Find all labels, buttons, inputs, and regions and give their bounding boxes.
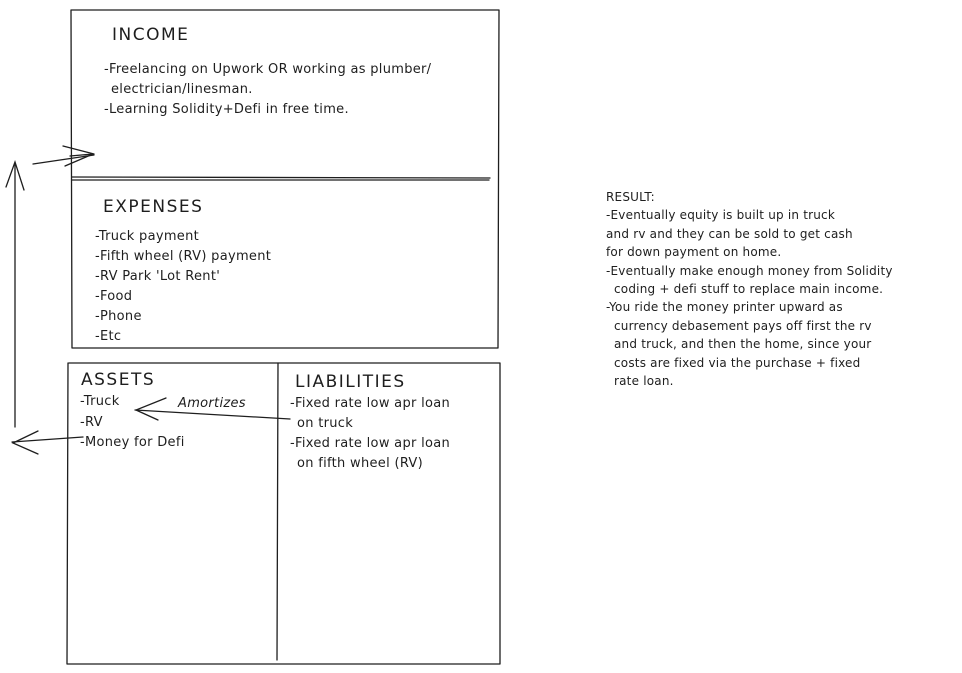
liabilities-line-2: on truck — [297, 416, 354, 431]
liabilities-line-4: on fifth wheel (RV) — [297, 456, 424, 471]
income-title: INCOME — [112, 25, 190, 45]
assets-item: -RV — [80, 414, 103, 430]
expenses-list — [95, 227, 271, 347]
income-expenses-divider — [72, 177, 490, 180]
result-line: -You ride the money printer upward as — [606, 300, 843, 315]
income-line-2: electrician/linesman. — [111, 82, 253, 97]
result-line: currency debasement pays off first the rv — [614, 318, 872, 333]
expenses-item: -Food — [95, 289, 133, 304]
expenses-item: -Truck payment — [95, 229, 200, 244]
result-line: costs are fixed via the purchase + fixed — [614, 355, 861, 370]
result-line: and rv and they can be sold to get cash — [606, 226, 853, 241]
amortizes-label: Amortizes — [178, 396, 246, 411]
assets-liabilities-divider — [277, 363, 278, 660]
expenses-item: -Etc — [95, 329, 122, 344]
result-block — [606, 188, 893, 390]
liabilities-line-1: -Fixed rate low apr loan — [290, 396, 451, 411]
liabilities-line-3: -Fixed rate low apr loan — [290, 436, 451, 451]
assets-list — [80, 392, 185, 454]
liabilities-title: LIABILITIES — [295, 372, 406, 392]
result-line: -Eventually equity is built up in truck — [606, 208, 836, 223]
result-line: and truck, and then the home, since your — [614, 337, 872, 352]
liabilities-list — [290, 394, 450, 474]
right-arrow-line — [33, 155, 94, 164]
assets-item: -Truck — [80, 394, 120, 409]
income-line-1: -Freelancing on Upwork OR working as plumber/ — [104, 62, 432, 77]
result-title: RESULT: — [606, 190, 655, 204]
result-line: -Eventually make enough money from Solidity — [606, 263, 893, 278]
result-line: coding + defi stuff to replace main income. — [614, 282, 884, 297]
expenses-item: -Phone — [95, 309, 142, 324]
right-arrow-head — [63, 146, 94, 166]
expenses-item: -RV Park 'Lot Rent' — [95, 269, 221, 284]
expenses-item: -Fifth wheel (RV) payment — [95, 249, 272, 264]
left-arrow-head — [13, 431, 38, 454]
result-line: rate loan. — [614, 374, 674, 389]
income-text — [104, 60, 431, 120]
expenses-title: EXPENSES — [103, 197, 204, 217]
result-line: for down payment on home. — [606, 245, 782, 260]
assets-item: -Money for Defi — [80, 435, 185, 450]
income-line-3: -Learning Solidity+Defi in free time. — [104, 102, 349, 117]
assets-title: ASSETS — [81, 370, 156, 390]
